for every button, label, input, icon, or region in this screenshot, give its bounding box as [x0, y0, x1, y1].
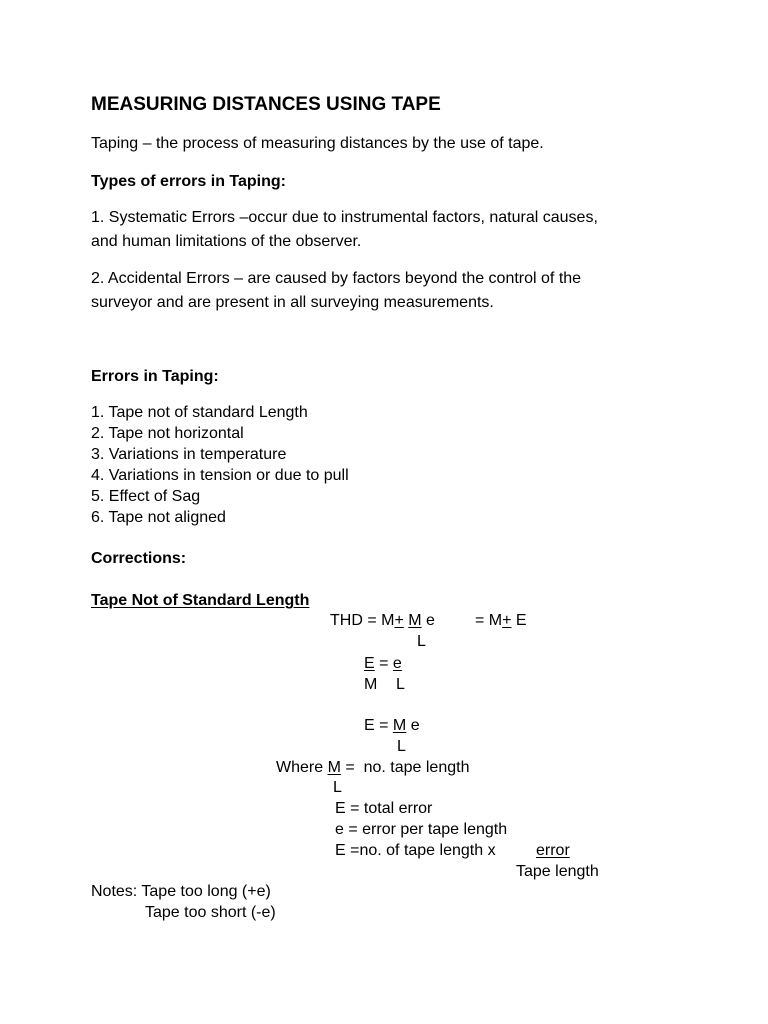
- formula-ratio-line: [364, 654, 402, 674]
- formula-big-e: E: [515, 612, 527, 629]
- error-list-item: 5. Effect of Sag: [91, 488, 201, 505]
- document-title: MEASURING DISTANCES USING TAPE: [91, 94, 441, 115]
- where-label: Where: [276, 759, 324, 776]
- formula-thd-line: [330, 611, 435, 631]
- definition-error-per-tape: e = error per tape length: [335, 821, 508, 838]
- formula-ratio-e-small: e: [392, 655, 402, 672]
- formula-ratio-m-denominator: M: [364, 676, 378, 693]
- definition-e-formula: E =no. of tape length x: [335, 842, 496, 859]
- fraction-numerator-error: error: [536, 842, 570, 859]
- corrections-heading: Corrections:: [91, 550, 187, 567]
- notes-label: Notes:: [91, 883, 138, 900]
- where-line: [276, 758, 469, 778]
- notes-line-1: [91, 882, 271, 902]
- formula-total-e-small: e: [410, 717, 420, 734]
- formula-thd-right: [475, 611, 527, 631]
- error-list-item: 1. Tape not of standard Length: [91, 404, 308, 421]
- accidental-errors-line-1: 2. Accidental Errors – are caused by factors beyond the control of the: [91, 270, 582, 287]
- fraction-denominator-tape-length: Tape length: [516, 863, 599, 880]
- formula-ratio-equals: =: [379, 655, 389, 672]
- formula-m-over-l: M: [408, 612, 422, 629]
- where-definition: = no. tape length: [345, 759, 470, 776]
- formula-total-error-line: [364, 716, 420, 736]
- note-tape-too-short: Tape too short (-e): [145, 904, 276, 921]
- errors-in-taping-heading: Errors in Taping:: [91, 368, 219, 385]
- note-tape-too-long: Tape too long (+e): [141, 883, 271, 900]
- error-list-item: 2. Tape not horizontal: [91, 425, 244, 442]
- taping-definition: Taping – the process of measuring distances by the use of tape.: [91, 135, 544, 152]
- formula-plus-minus: +: [394, 612, 404, 629]
- formula-ratio-l-denominator: L: [396, 676, 405, 693]
- error-list-item: 4. Variations in tension or due to pull: [91, 467, 349, 484]
- where-m-numerator: M: [327, 759, 341, 776]
- error-list-item: 6. Tape not aligned: [91, 509, 226, 526]
- where-l-denominator: L: [333, 779, 342, 796]
- error-list-item: 3. Variations in temperature: [91, 446, 287, 463]
- formula-denominator-l: L: [417, 633, 426, 650]
- section-heading-tape-not-standard: Tape Not of Standard Length: [91, 592, 310, 609]
- formula-thd-left: THD = M: [330, 612, 395, 629]
- formula-total-m: M: [392, 717, 407, 734]
- systematic-errors-line-1: 1. Systematic Errors –occur due to instrumental factors, natural causes,: [91, 209, 598, 226]
- definition-total-error: E = total error: [335, 800, 433, 817]
- formula-e: e: [426, 612, 435, 629]
- formula-eq-m: = M: [475, 612, 503, 629]
- formula-total-e-eq: E =: [364, 717, 389, 734]
- formula-plus-minus: +: [502, 612, 512, 629]
- types-of-errors-heading: Types of errors in Taping:: [91, 173, 286, 190]
- formula-ratio-e-numerator: E: [364, 655, 375, 672]
- formula-total-l-denominator: L: [397, 738, 406, 755]
- systematic-errors-line-2: and human limitations of the observer.: [91, 233, 362, 250]
- accidental-errors-line-2: surveyor and are present in all surveying measurements.: [91, 294, 494, 311]
